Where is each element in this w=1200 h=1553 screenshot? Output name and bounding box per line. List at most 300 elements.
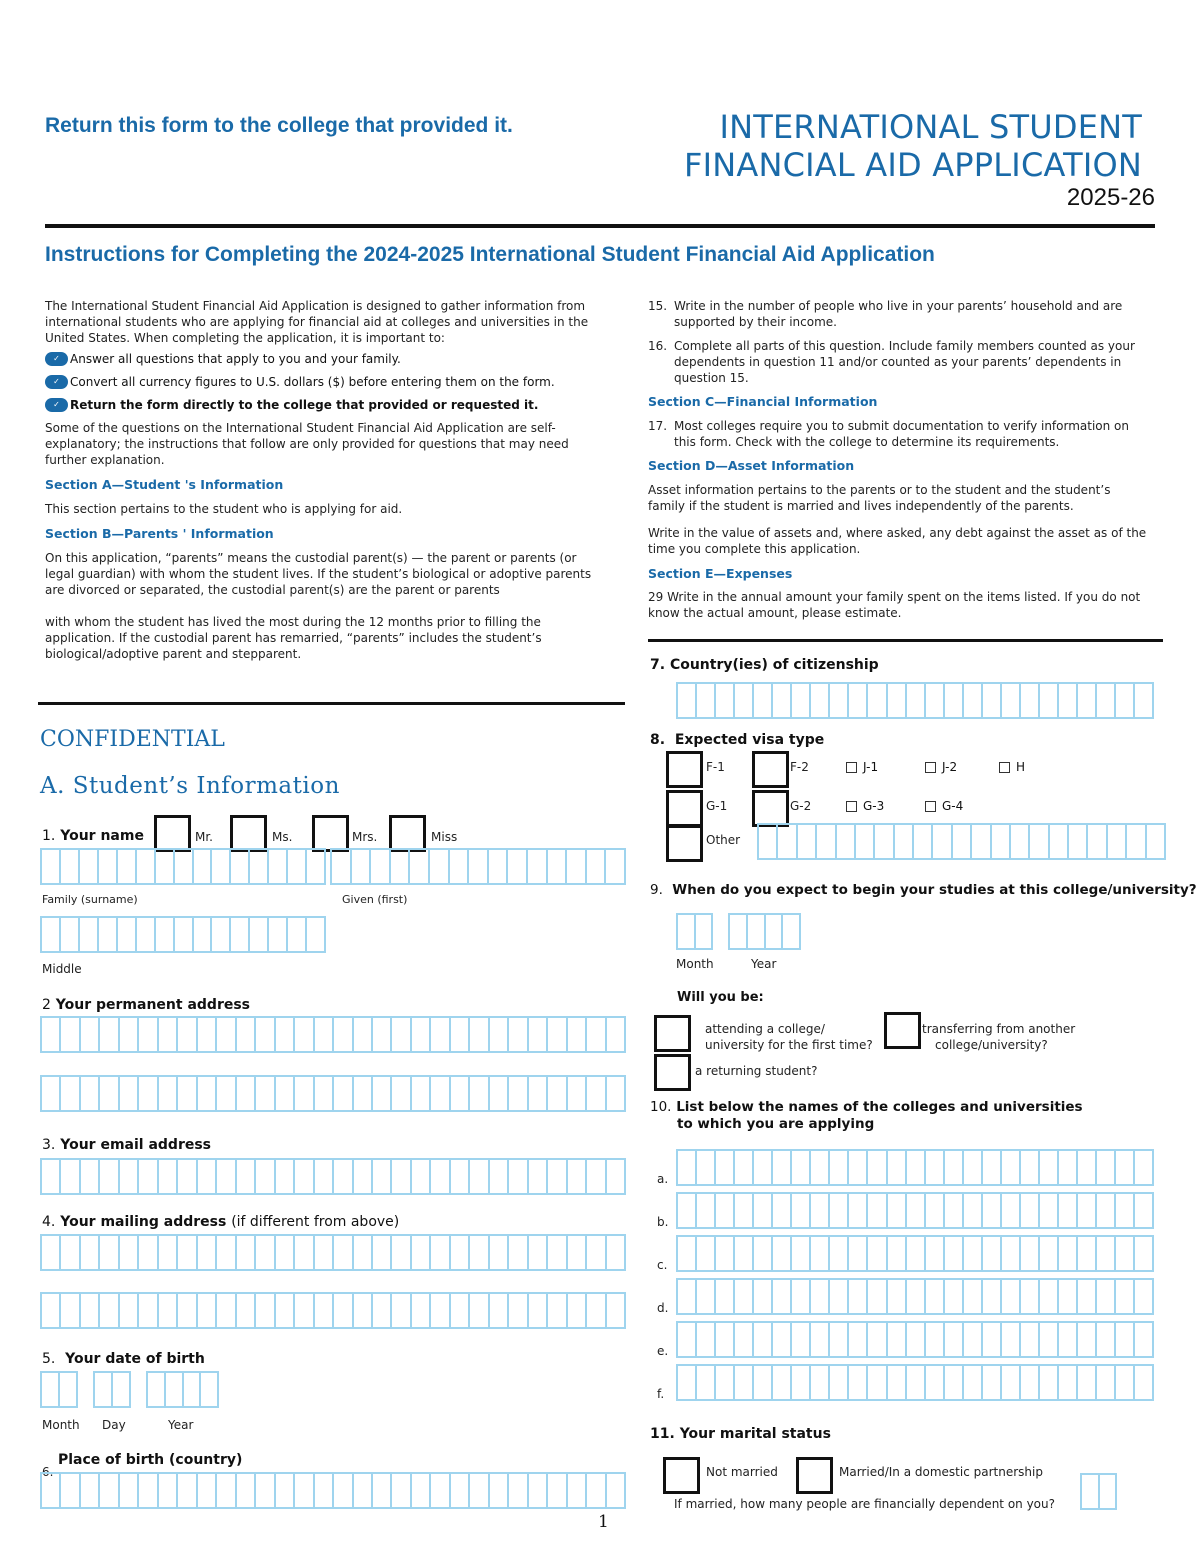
character-cell[interactable]	[529, 1018, 548, 1051]
character-cell[interactable]	[811, 1151, 830, 1184]
character-cell[interactable]	[773, 1237, 792, 1270]
character-cell[interactable]	[792, 1194, 811, 1227]
character-cell[interactable]	[1002, 1280, 1021, 1313]
character-cell[interactable]	[217, 1077, 236, 1110]
character-cell[interactable]	[256, 1077, 275, 1110]
character-cell[interactable]	[212, 850, 231, 883]
character-cell[interactable]	[678, 1237, 697, 1270]
character-cell[interactable]	[100, 1018, 119, 1051]
dob-day-field[interactable]	[93, 1371, 131, 1408]
character-cell[interactable]	[606, 850, 624, 883]
character-cell[interactable]	[81, 1294, 100, 1327]
character-cell[interactable]	[120, 1294, 139, 1327]
character-cell[interactable]	[1040, 684, 1059, 717]
character-cell[interactable]	[1100, 1475, 1116, 1508]
character-cell[interactable]	[217, 1160, 236, 1193]
character-cell[interactable]	[587, 850, 607, 883]
character-cell[interactable]	[451, 1474, 470, 1507]
character-cell[interactable]	[607, 1236, 624, 1269]
character-cell[interactable]	[60, 1373, 76, 1406]
character-cell[interactable]	[237, 1160, 256, 1193]
character-cell[interactable]	[412, 1160, 431, 1193]
character-cell[interactable]	[868, 1280, 887, 1313]
character-cell[interactable]	[61, 850, 80, 883]
character-cell[interactable]	[837, 825, 856, 858]
character-cell[interactable]	[198, 1160, 217, 1193]
character-cell[interactable]	[354, 1236, 373, 1269]
character-cell[interactable]	[198, 1474, 217, 1507]
character-cell[interactable]	[1002, 684, 1021, 717]
character-cell[interactable]	[354, 1077, 373, 1110]
character-cell[interactable]	[295, 1474, 314, 1507]
character-cell[interactable]	[678, 1280, 697, 1313]
character-cell[interactable]	[983, 1323, 1002, 1356]
dependents-count-field[interactable]	[1080, 1473, 1117, 1510]
character-cell[interactable]	[237, 1236, 256, 1269]
character-cell[interactable]	[194, 918, 213, 951]
character-cell[interactable]	[315, 1018, 334, 1051]
character-cell[interactable]	[237, 1294, 256, 1327]
character-cell[interactable]	[735, 1280, 754, 1313]
character-cell[interactable]	[587, 1160, 606, 1193]
character-cell[interactable]	[678, 1366, 697, 1399]
character-cell[interactable]	[697, 1280, 716, 1313]
visa-g4-checkbox[interactable]	[925, 801, 936, 812]
character-cell[interactable]	[250, 918, 269, 951]
character-cell[interactable]	[1088, 825, 1107, 858]
character-cell[interactable]	[159, 1474, 178, 1507]
character-cell[interactable]	[61, 1236, 80, 1269]
character-cell[interactable]	[1069, 825, 1088, 858]
character-cell[interactable]	[431, 1236, 450, 1269]
character-cell[interactable]	[451, 1160, 470, 1193]
character-cell[interactable]	[451, 1018, 470, 1051]
character-cell[interactable]	[178, 1236, 197, 1269]
character-cell[interactable]	[735, 1194, 754, 1227]
character-cell[interactable]	[964, 1366, 983, 1399]
character-cell[interactable]	[888, 1237, 907, 1270]
character-cell[interactable]	[1097, 1194, 1116, 1227]
character-cell[interactable]	[42, 850, 61, 883]
character-cell[interactable]	[964, 1151, 983, 1184]
college-field-b[interactable]	[676, 1192, 1154, 1229]
character-cell[interactable]	[716, 1237, 735, 1270]
character-cell[interactable]	[354, 1294, 373, 1327]
character-cell[interactable]	[945, 1323, 964, 1356]
character-cell[interactable]	[1040, 1194, 1059, 1227]
character-cell[interactable]	[1135, 1323, 1152, 1356]
character-cell[interactable]	[315, 1294, 334, 1327]
character-cell[interactable]	[451, 1294, 470, 1327]
first-time-checkbox[interactable]	[654, 1015, 691, 1052]
character-cell[interactable]	[354, 1474, 373, 1507]
character-cell[interactable]	[1050, 825, 1069, 858]
character-cell[interactable]	[953, 825, 972, 858]
character-cell[interactable]	[1116, 1151, 1135, 1184]
character-cell[interactable]	[373, 1018, 392, 1051]
college-field-f[interactable]	[676, 1364, 1154, 1401]
character-cell[interactable]	[373, 1294, 392, 1327]
character-cell[interactable]	[759, 825, 778, 858]
character-cell[interactable]	[470, 1474, 489, 1507]
character-cell[interactable]	[120, 1236, 139, 1269]
character-cell[interactable]	[307, 918, 324, 951]
character-cell[interactable]	[61, 1160, 80, 1193]
visa-other-field[interactable]	[757, 823, 1166, 860]
character-cell[interactable]	[159, 1077, 178, 1110]
character-cell[interactable]	[276, 1077, 295, 1110]
character-cell[interactable]	[81, 1474, 100, 1507]
character-cell[interactable]	[118, 850, 137, 883]
character-cell[interactable]	[178, 1077, 197, 1110]
character-cell[interactable]	[295, 1294, 314, 1327]
character-cell[interactable]	[137, 850, 156, 883]
character-cell[interactable]	[159, 1236, 178, 1269]
visa-h-option[interactable]: H	[999, 760, 1025, 774]
character-cell[interactable]	[194, 850, 213, 883]
character-cell[interactable]	[529, 1294, 548, 1327]
character-cell[interactable]	[773, 684, 792, 717]
character-cell[interactable]	[678, 684, 697, 717]
character-cell[interactable]	[276, 1160, 295, 1193]
visa-other-checkbox[interactable]	[666, 825, 703, 862]
character-cell[interactable]	[528, 850, 548, 883]
transferring-checkbox[interactable]	[884, 1012, 921, 1049]
character-cell[interactable]	[217, 1018, 236, 1051]
character-cell[interactable]	[888, 1280, 907, 1313]
character-cell[interactable]	[964, 1280, 983, 1313]
character-cell[interactable]	[817, 825, 836, 858]
character-cell[interactable]	[697, 1151, 716, 1184]
character-cell[interactable]	[412, 1077, 431, 1110]
character-cell[interactable]	[773, 1366, 792, 1399]
character-cell[interactable]	[470, 1294, 489, 1327]
character-cell[interactable]	[568, 1474, 587, 1507]
character-cell[interactable]	[120, 1077, 139, 1110]
character-cell[interactable]	[139, 1160, 158, 1193]
character-cell[interactable]	[1021, 1280, 1040, 1313]
character-cell[interactable]	[926, 1323, 945, 1356]
character-cell[interactable]	[697, 1237, 716, 1270]
character-cell[interactable]	[754, 1151, 773, 1184]
character-cell[interactable]	[548, 1077, 567, 1110]
character-cell[interactable]	[868, 1366, 887, 1399]
character-cell[interactable]	[412, 1018, 431, 1051]
character-cell[interactable]	[509, 1236, 528, 1269]
character-cell[interactable]	[42, 918, 61, 951]
character-cell[interactable]	[735, 684, 754, 717]
character-cell[interactable]	[792, 1280, 811, 1313]
character-cell[interactable]	[175, 850, 194, 883]
character-cell[interactable]	[568, 1077, 587, 1110]
character-cell[interactable]	[451, 1236, 470, 1269]
character-cell[interactable]	[568, 1018, 587, 1051]
character-cell[interactable]	[509, 1474, 528, 1507]
character-cell[interactable]	[431, 1018, 450, 1051]
character-cell[interactable]	[198, 1236, 217, 1269]
character-cell[interactable]	[1059, 1151, 1078, 1184]
visa-g3-checkbox[interactable]	[846, 801, 857, 812]
character-cell[interactable]	[237, 1077, 256, 1110]
character-cell[interactable]	[811, 1280, 830, 1313]
character-cell[interactable]	[276, 1474, 295, 1507]
character-cell[interactable]	[748, 915, 766, 948]
character-cell[interactable]	[811, 1237, 830, 1270]
character-cell[interactable]	[159, 1018, 178, 1051]
character-cell[interactable]	[392, 1474, 411, 1507]
character-cell[interactable]	[983, 1237, 1002, 1270]
character-cell[interactable]	[907, 1366, 926, 1399]
character-cell[interactable]	[716, 1366, 735, 1399]
character-cell[interactable]	[783, 915, 799, 948]
character-cell[interactable]	[118, 918, 137, 951]
character-cell[interactable]	[178, 1294, 197, 1327]
character-cell[interactable]	[548, 1474, 567, 1507]
character-cell[interactable]	[256, 1236, 275, 1269]
character-cell[interactable]	[166, 1373, 184, 1406]
character-cell[interactable]	[295, 1160, 314, 1193]
permanent-address-line-2[interactable]	[40, 1075, 626, 1112]
character-cell[interactable]	[735, 1323, 754, 1356]
character-cell[interactable]	[548, 1294, 567, 1327]
character-cell[interactable]	[792, 1323, 811, 1356]
character-cell[interactable]	[716, 1151, 735, 1184]
character-cell[interactable]	[100, 1077, 119, 1110]
character-cell[interactable]	[371, 850, 391, 883]
character-cell[interactable]	[451, 1077, 470, 1110]
character-cell[interactable]	[1108, 825, 1127, 858]
character-cell[interactable]	[926, 684, 945, 717]
character-cell[interactable]	[773, 1151, 792, 1184]
character-cell[interactable]	[1116, 1194, 1135, 1227]
character-cell[interactable]	[1116, 684, 1135, 717]
character-cell[interactable]	[61, 1294, 80, 1327]
character-cell[interactable]	[607, 1474, 624, 1507]
character-cell[interactable]	[754, 1366, 773, 1399]
character-cell[interactable]	[1097, 1323, 1116, 1356]
character-cell[interactable]	[61, 1474, 80, 1507]
character-cell[interactable]	[315, 1236, 334, 1269]
character-cell[interactable]	[548, 850, 568, 883]
character-cell[interactable]	[811, 1323, 830, 1356]
permanent-address-line-1[interactable]	[40, 1016, 626, 1053]
character-cell[interactable]	[139, 1474, 158, 1507]
character-cell[interactable]	[178, 1160, 197, 1193]
character-cell[interactable]	[945, 1151, 964, 1184]
character-cell[interactable]	[81, 1160, 100, 1193]
character-cell[interactable]	[933, 825, 952, 858]
character-cell[interactable]	[830, 1151, 849, 1184]
character-cell[interactable]	[1059, 1237, 1078, 1270]
character-cell[interactable]	[735, 1151, 754, 1184]
character-cell[interactable]	[178, 1474, 197, 1507]
character-cell[interactable]	[490, 1018, 509, 1051]
character-cell[interactable]	[754, 684, 773, 717]
character-cell[interactable]	[212, 918, 231, 951]
character-cell[interactable]	[288, 850, 307, 883]
character-cell[interactable]	[568, 1160, 587, 1193]
character-cell[interactable]	[159, 1294, 178, 1327]
character-cell[interactable]	[548, 1018, 567, 1051]
visa-g1-checkbox[interactable]	[666, 790, 703, 827]
character-cell[interactable]	[1040, 1323, 1059, 1356]
character-cell[interactable]	[1002, 1366, 1021, 1399]
character-cell[interactable]	[217, 1294, 236, 1327]
character-cell[interactable]	[1059, 1194, 1078, 1227]
character-cell[interactable]	[607, 1018, 624, 1051]
character-cell[interactable]	[217, 1474, 236, 1507]
character-cell[interactable]	[754, 1280, 773, 1313]
character-cell[interactable]	[100, 1474, 119, 1507]
character-cell[interactable]	[983, 684, 1002, 717]
visa-j1-option[interactable]: J-1	[846, 760, 878, 774]
character-cell[interactable]	[972, 825, 991, 858]
character-cell[interactable]	[1021, 1194, 1040, 1227]
character-cell[interactable]	[392, 1236, 411, 1269]
character-cell[interactable]	[1059, 1323, 1078, 1356]
character-cell[interactable]	[61, 1077, 80, 1110]
character-cell[interactable]	[1135, 1151, 1152, 1184]
character-cell[interactable]	[548, 1160, 567, 1193]
character-cell[interactable]	[269, 918, 288, 951]
character-cell[interactable]	[678, 1194, 697, 1227]
character-cell[interactable]	[926, 1194, 945, 1227]
character-cell[interactable]	[754, 1194, 773, 1227]
character-cell[interactable]	[888, 1194, 907, 1227]
character-cell[interactable]	[945, 1366, 964, 1399]
character-cell[interactable]	[895, 825, 914, 858]
character-cell[interactable]	[830, 1237, 849, 1270]
character-cell[interactable]	[964, 1323, 983, 1356]
character-cell[interactable]	[120, 1160, 139, 1193]
character-cell[interactable]	[983, 1366, 1002, 1399]
character-cell[interactable]	[735, 1366, 754, 1399]
character-cell[interactable]	[354, 1018, 373, 1051]
character-cell[interactable]	[773, 1194, 792, 1227]
character-cell[interactable]	[830, 684, 849, 717]
title-mr-checkbox[interactable]	[154, 815, 191, 852]
character-cell[interactable]	[489, 850, 509, 883]
character-cell[interactable]	[120, 1018, 139, 1051]
start-year-field[interactable]	[728, 913, 801, 950]
character-cell[interactable]	[1021, 1323, 1040, 1356]
character-cell[interactable]	[509, 1018, 528, 1051]
character-cell[interactable]	[792, 1237, 811, 1270]
character-cell[interactable]	[529, 1474, 548, 1507]
character-cell[interactable]	[256, 1160, 275, 1193]
character-cell[interactable]	[509, 1160, 528, 1193]
character-cell[interactable]	[868, 1237, 887, 1270]
character-cell[interactable]	[42, 1077, 61, 1110]
character-cell[interactable]	[490, 1294, 509, 1327]
character-cell[interactable]	[1002, 1151, 1021, 1184]
character-cell[interactable]	[849, 1237, 868, 1270]
character-cell[interactable]	[945, 1194, 964, 1227]
character-cell[interactable]	[288, 918, 307, 951]
character-cell[interactable]	[766, 915, 784, 948]
character-cell[interactable]	[964, 684, 983, 717]
character-cell[interactable]	[792, 1151, 811, 1184]
visa-g3-option[interactable]: G-3	[846, 799, 884, 813]
citizenship-field[interactable]	[676, 682, 1154, 719]
character-cell[interactable]	[276, 1018, 295, 1051]
character-cell[interactable]	[792, 1366, 811, 1399]
character-cell[interactable]	[490, 1474, 509, 1507]
character-cell[interactable]	[373, 1160, 392, 1193]
character-cell[interactable]	[529, 1160, 548, 1193]
character-cell[interactable]	[716, 1194, 735, 1227]
character-cell[interactable]	[1059, 684, 1078, 717]
character-cell[interactable]	[315, 1160, 334, 1193]
character-cell[interactable]	[849, 1323, 868, 1356]
title-mrs-checkbox[interactable]	[312, 815, 349, 852]
character-cell[interactable]	[945, 1237, 964, 1270]
character-cell[interactable]	[875, 825, 894, 858]
character-cell[interactable]	[373, 1236, 392, 1269]
character-cell[interactable]	[849, 1151, 868, 1184]
character-cell[interactable]	[926, 1237, 945, 1270]
character-cell[interactable]	[907, 684, 926, 717]
character-cell[interactable]	[42, 1236, 61, 1269]
character-cell[interactable]	[830, 1194, 849, 1227]
character-cell[interactable]	[100, 1160, 119, 1193]
character-cell[interactable]	[490, 1077, 509, 1110]
character-cell[interactable]	[42, 1294, 61, 1327]
character-cell[interactable]	[1040, 1366, 1059, 1399]
character-cell[interactable]	[137, 918, 156, 951]
title-ms-checkbox[interactable]	[230, 815, 267, 852]
character-cell[interactable]	[276, 1236, 295, 1269]
email-address-field[interactable]	[40, 1158, 626, 1195]
character-cell[interactable]	[1040, 1280, 1059, 1313]
character-cell[interactable]	[80, 918, 99, 951]
character-cell[interactable]	[964, 1237, 983, 1270]
character-cell[interactable]	[830, 1323, 849, 1356]
character-cell[interactable]	[568, 1294, 587, 1327]
character-cell[interactable]	[587, 1018, 606, 1051]
character-cell[interactable]	[868, 1194, 887, 1227]
character-cell[interactable]	[678, 1323, 697, 1356]
character-cell[interactable]	[100, 1236, 119, 1269]
character-cell[interactable]	[148, 1373, 166, 1406]
character-cell[interactable]	[1135, 1194, 1152, 1227]
character-cell[interactable]	[231, 850, 250, 883]
visa-h-checkbox[interactable]	[999, 762, 1010, 773]
character-cell[interactable]	[926, 1280, 945, 1313]
character-cell[interactable]	[509, 1077, 528, 1110]
character-cell[interactable]	[295, 1018, 314, 1051]
character-cell[interactable]	[587, 1474, 606, 1507]
character-cell[interactable]	[907, 1237, 926, 1270]
character-cell[interactable]	[529, 1077, 548, 1110]
character-cell[interactable]	[508, 850, 528, 883]
character-cell[interactable]	[945, 684, 964, 717]
character-cell[interactable]	[198, 1018, 217, 1051]
character-cell[interactable]	[470, 1018, 489, 1051]
character-cell[interactable]	[201, 1373, 217, 1406]
character-cell[interactable]	[849, 1280, 868, 1313]
character-cell[interactable]	[1097, 1237, 1116, 1270]
character-cell[interactable]	[269, 850, 288, 883]
character-cell[interactable]	[178, 1018, 197, 1051]
character-cell[interactable]	[587, 1294, 606, 1327]
college-field-d[interactable]	[676, 1278, 1154, 1315]
character-cell[interactable]	[1078, 1151, 1097, 1184]
character-cell[interactable]	[95, 1373, 113, 1406]
character-cell[interactable]	[469, 850, 489, 883]
character-cell[interactable]	[231, 918, 250, 951]
character-cell[interactable]	[250, 850, 269, 883]
